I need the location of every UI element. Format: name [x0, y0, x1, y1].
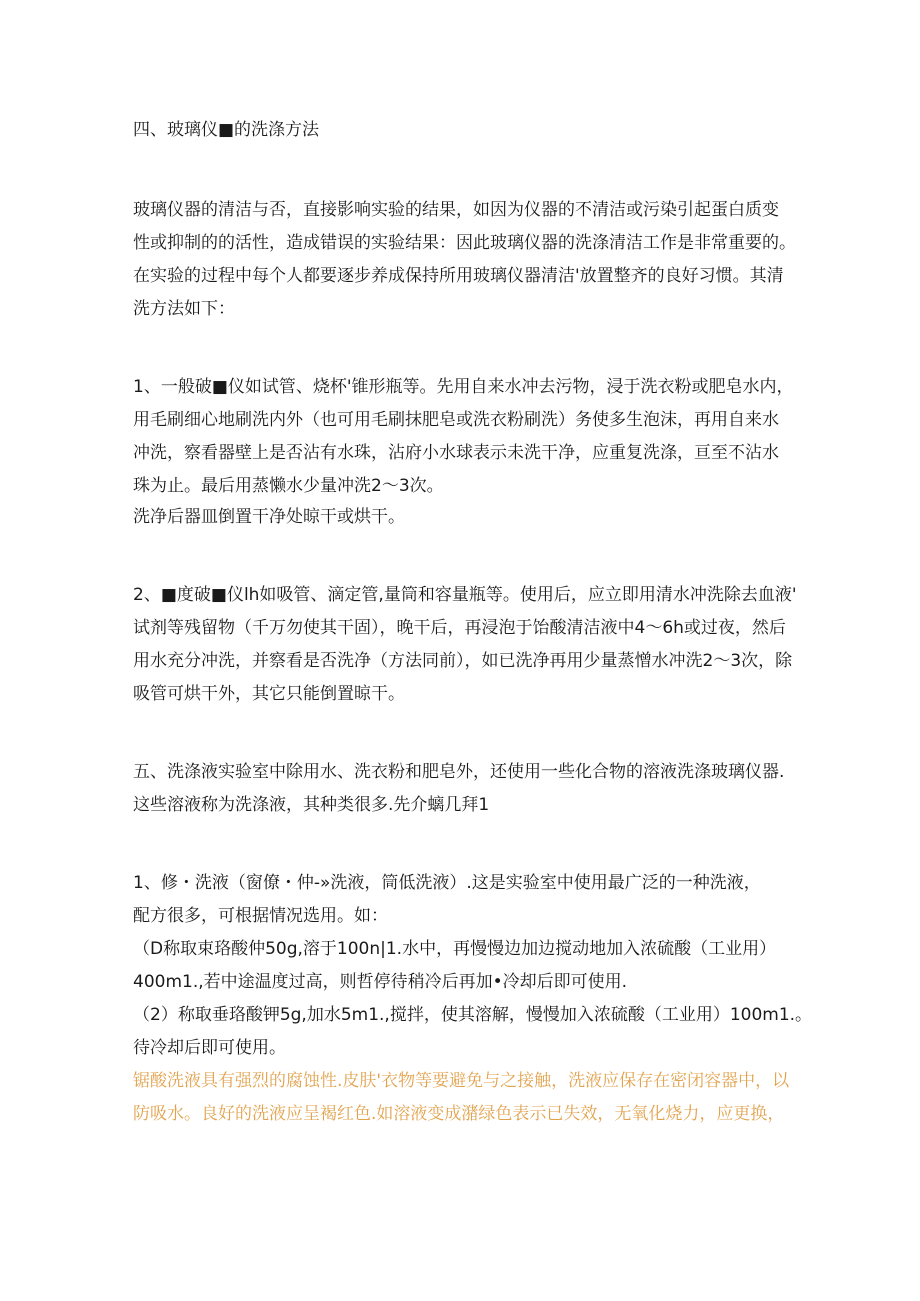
intro-line-2: 性或抑制的的活性，造成错误的实验结果：因此玻璃仪器的洗涤清洁工作是非常重要的。 [133, 233, 796, 253]
item1-line-1: 1、一般破■仪如试管、烧杯'锥形瓶等。先用自来水冲去污物，浸于洗衣粉或肥皂水内， [133, 377, 794, 397]
warning-line-1: 锯酸洗液具有强烈的腐蚀性.皮肤'衣物等要避免与之接触，洗液应保存在密闭容器中，以 [133, 1071, 790, 1091]
item1-line-2: 用毛刷细心地刷洗内外（也可用毛刷抹肥皂或洗衣粉刷洗）务使多生泡沫，再用自来水 [133, 410, 779, 430]
section-5-heading-line-2: 这些溶液称为洗涤液，其种类很多.先介螭几拜1 [133, 795, 490, 815]
item1-line-5: 洗净后器皿倒置干净处晾干或烘干。 [133, 507, 405, 527]
s5-item1-line-4: 400m1.,若中途温度过高，则哲停待稍冷后再加•冷却后即可使用. [133, 972, 628, 992]
section-5-heading-line-1: 五、洗涤液实验室中除用水、洗衣粉和肥皂外，还使用一些化合物的溶液洗涤玻璃仪器. [133, 762, 785, 782]
intro-line-4: 洗方法如下： [133, 299, 235, 319]
intro-line-1: 玻璃仪器的清洁与否，直接影响实验的结果，如因为仪器的不清洁或污染引起蛋白质变 [133, 200, 779, 220]
intro-line-3: 在实验的过程中每个人都要逐步养成保持所用玻璃仪器清洁'放置整齐的良好习惯。其清 [133, 266, 784, 286]
item2-line-2: 试剂等残留物（千万勿使其干固），晚干后，再浸泡于饴酸清洁液中4〜6h或过夜，然后 [133, 618, 786, 638]
warning-line-2: 防吸水。良好的洗液应呈褐红色.如溶液变成潴绿色表示已失效，无氧化烧力，应更换， [133, 1104, 785, 1124]
s5-item1-line-5: （2）称取垂珞酸钾5g,加水5m1.,搅拌，使其溶解，慢慢加入浓硫酸（工业用）100m1.。 [133, 1005, 813, 1025]
item2-line-3: 用水充分冲洗，并察看是否洗净（方法同前），如已洗净再用少量蒸憎水冲洗2〜3次，除 [133, 651, 793, 671]
s5-item1-line-1: 1、修・洗液（窗僚・仲-»洗液，筒低洗液）.这是实验室中使用最广泛的一种洗液， [133, 873, 761, 893]
item2-line-4: 吸管可烘干外，其它只能倒置晾干。 [133, 684, 405, 704]
s5-item1-line-2: 配方很多，可根据情况选用。如： [133, 906, 388, 926]
item2-line-1: 2、■度破■仪lh如吸管、滴定管,量筒和容量瓶等。使用后，应立即用清水冲洗除去血液' [133, 585, 797, 605]
s5-item1-line-3: （D称取束珞酸仲50g,溶于100n|1.水中，再慢慢边加边搅动地加入浓硫酸（工业用） [133, 939, 777, 959]
item1-line-4: 珠为止。最后用蒸懒水少量冲洗2〜3次。 [133, 476, 444, 496]
s5-item1-line-6: 待冷却后即可使用。 [133, 1038, 286, 1058]
item1-line-3: 冲洗，察看器壁上是否沾有水珠，沾府小水球表示未洗干净，应重复洗涤，亘至不沾水 [133, 443, 779, 463]
section-4-heading: 四、玻璃仪■的洗涤方法 [133, 120, 320, 140]
